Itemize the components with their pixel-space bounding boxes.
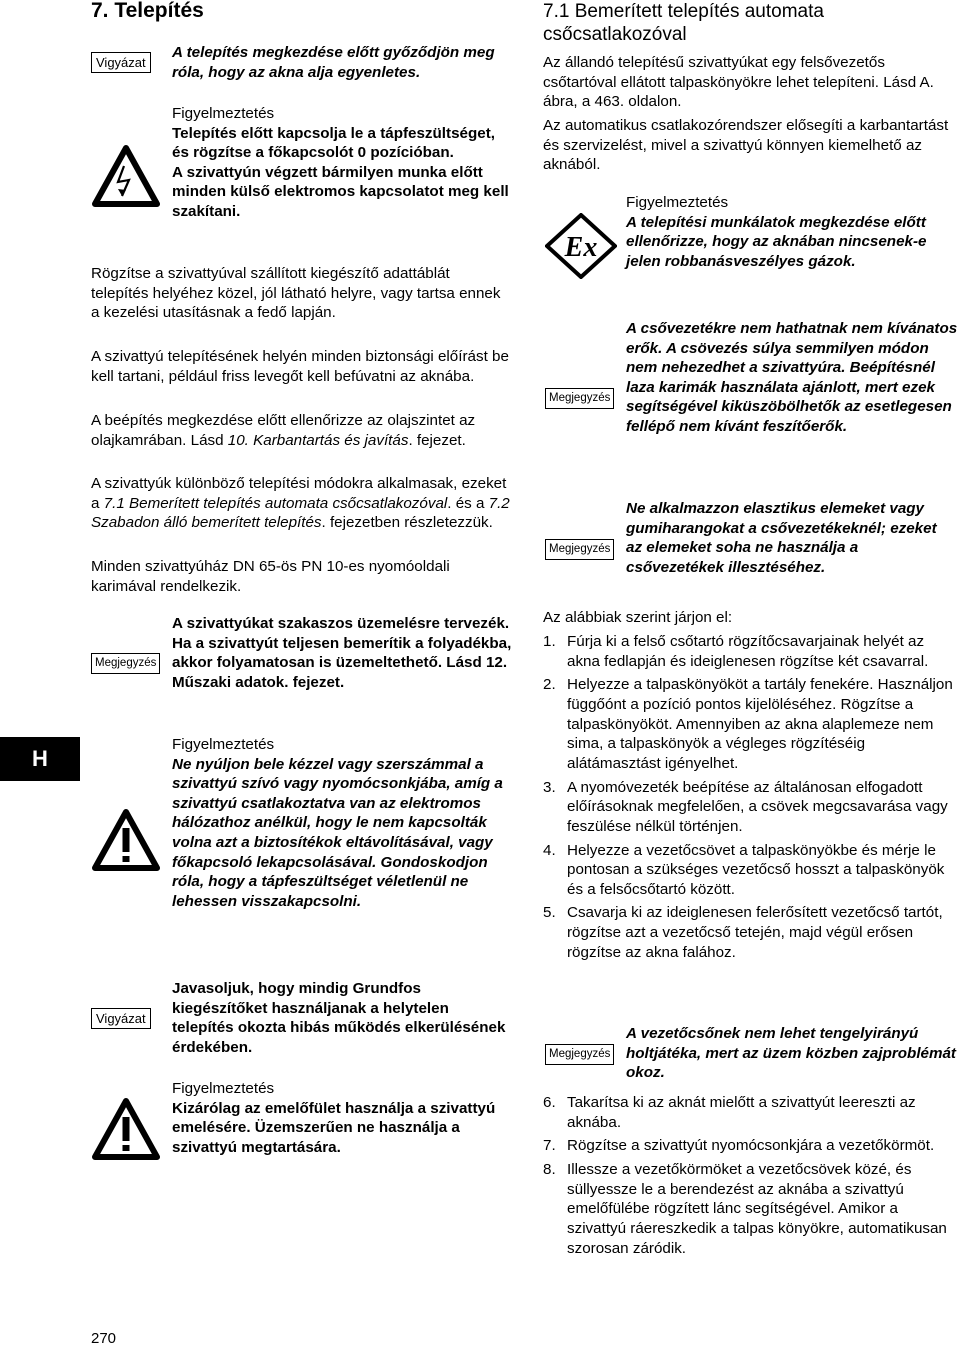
procedure-step (543, 1136, 959, 1156)
note-label: Megjegyzés (91, 653, 160, 674)
step-number: 5. (543, 904, 556, 922)
text: . és a (447, 494, 489, 512)
svg-text:Ex: Ex (564, 232, 598, 263)
procedure-step (543, 903, 959, 962)
section-title: 7. Telepítés (91, 0, 204, 22)
caution-text-1: A telepítés megkezdése előtt győződjön meg róla, hogy az akna alja egyenletes. (172, 44, 495, 81)
step-text: Helyezze a vezetőcsövet a talpaskönyökbe és mérje le pontosan a szükséges vezetőcső hosszt a talpaskönyök és a felsőcsőtartó között. (567, 841, 945, 898)
page-number: 270 (91, 1330, 117, 1347)
cross-reference-link[interactable]: 7.2 Szabadon álló bemerített telepítés (91, 494, 510, 532)
text: A beépítés megkezdése előtt ellenőrizze az olajszintet az olajkamrában. Lásd (91, 412, 476, 449)
cross-reference-link[interactable]: 10. Karbantartás és javítás (227, 431, 409, 449)
note-label: Megjegyzés (545, 1044, 614, 1065)
procedure-step (543, 1160, 959, 1258)
text: A szivattyúkat szakaszos üzemelésre tervezék. Ha a szivattyút teljesen bemerítik a folyadékba, akkor folyamatosan is üzemeltethető. Lásd (172, 615, 512, 672)
step-number: 8. (543, 1161, 556, 1179)
paragraph (91, 411, 511, 450)
warning-text: A szivattyún végzett bármilyen munka előtt minden külső elektromos kapcsolatot meg kell szakítani. (172, 163, 509, 220)
note-text-1 (172, 614, 512, 692)
paragraph: A szivattyú telepítésének helyén minden biztonsági előírást be kell tartani, például friss levegőt kell befúvatni az aknába. (91, 348, 509, 385)
step-text: Csavarja ki az ideiglenesen felerősített vezetőcső tartót, rögzítse azt a vezetőcső tetején, majd végül erősen rögzítse az akna falához. (567, 904, 943, 961)
note-text: A csővezetékre nem hathatnak nem kívánatos erők. A csövezés súlya semmilyen módon nem nehezedhet a szivattyúra. Beépítésnél laza karimák használata ajánlott, mert ezek segítségével kiküszöbölhetők az esetlegesen fellépő nem kívánt feszítőerők. (626, 320, 958, 435)
step-number: 7. (543, 1137, 556, 1155)
paragraph: Az állandó telepítésű szivattyúkat egy felsővezetős csőtartóval ellátott talpaskönyökre lehet telepíteni. Lásd A. ábra, a 463. oldalon. (543, 54, 934, 111)
ex-warning-box (626, 193, 956, 271)
text: . fejezet. (284, 673, 345, 691)
warning-title: Figyelmeztetés (172, 105, 275, 122)
warning-icon (91, 1097, 161, 1161)
text: . fejezet. (408, 431, 466, 449)
step-text: A nyomóvezeték beépítése az általánosan elfogadott előírásoknak megfelelően, a csövek megcsavarása vagy feszülése nélkül történjen. (567, 778, 948, 835)
procedure-steps (543, 632, 959, 966)
warning-text: Kizárólag az emelőfület használja a szivattyú emelésére. Üzemszerűen ne használja a szivattyú megtartására. (172, 1099, 496, 1156)
warning-title: Figyelmeztetés (172, 736, 275, 753)
cross-reference-link[interactable]: 12. Műszaki adatok (172, 654, 508, 691)
warning-box-2 (172, 735, 512, 911)
cross-reference-link[interactable]: 7.1 Bemerített telepítés automata csőcsatlakozóval (103, 494, 448, 512)
subsection-title: 7.1 Bemerített telepítés automata csőcsatlakozóval (543, 1, 824, 45)
text: A szivattyúk különböző telepítési módokra alkalmasak, ezeket a (91, 475, 507, 512)
note-label: Megjegyzés (545, 388, 614, 409)
paragraph (91, 474, 511, 533)
warning-title: Figyelmeztetés (626, 194, 729, 211)
procedure-step (543, 1093, 959, 1132)
warning-title: Figyelmeztetés (172, 1080, 275, 1097)
step-text: Helyezze a talpaskönyököt a tartály fenekére. Használjon függőónt a pozíció pontos kijelöléséhez. Rögzítse a talpaskönyököt. Amennyiben az akna alaplemeze nem sima, a talpaskönyök a végleges rögzítéséig alátámasztást igényelhet. (567, 676, 953, 772)
warning-icon (91, 808, 161, 872)
step-text: Takarítsa ki az aknát mielőtt a szivattyút leereszti az aknába. (567, 1094, 916, 1131)
warning-text: A telepítési munkálatok megkezdése előtt ellenőrizze, hogy az aknában nincsenek-e jelen robbanásveszélyes gázok. (626, 213, 927, 270)
warning-text: Ne nyúljon bele kézzel vagy szerszámmal a szivattyú szívó vagy nyomócsonkjába, amíg a szivattyú csatlakoztatva van az elektromos hálózathoz anélkül, hogy le nem kapcsolták volna azt a biztosítékok eltávolításával, vagy főkapcsoló lekapcsolásával. Gondoskodjon róla, hogy a tápfeszültséget véletlenül ne lehessen visszakapcsolni. (172, 755, 503, 910)
procedure-step (543, 778, 959, 837)
step-number: 6. (543, 1094, 556, 1111)
procedure-step (543, 841, 959, 900)
step-text: Rögzítse a szivattyút nyomócsonkjára a vezetőkörmöt. (567, 1137, 935, 1155)
note-label: Megjegyzés (545, 539, 614, 560)
caution-label: Vigyázat (91, 52, 151, 73)
warning-box-1 (172, 104, 512, 222)
procedure-step (543, 632, 959, 671)
side-tab: H (0, 737, 80, 781)
step-text: Fúrja ki a felső csőtartó rögzítőcsavarjainak helyét az akna fedlapján és ideiglenesen rögzítse két csavarral. (567, 633, 929, 670)
paragraph: Az automatikus csatlakozórendszer elősegíti a karbantartást és szervizelést, mivel a szivattyú könnyen kiemelhető az aknából. (543, 117, 949, 174)
procedure-step (543, 675, 959, 773)
paragraph: Minden szivattyúház DN 65-ös PN 10-es nyomóoldali karimával rendelkezik. (91, 558, 450, 595)
warning-text: Telepítés előtt kapcsolja le a tápfeszültséget, és rögzítse a főkapcsolót 0 pozícióban. (172, 124, 495, 162)
electric-hazard-icon (91, 144, 161, 208)
step-number: 1. (543, 633, 556, 650)
note-text: Ne alkalmazzon elasztikus elemeket vagy gumiharangokat a csővezetékeknél; ezeket az elemeket soha ne használja a csővezetékek illesztéséhez. (626, 500, 937, 576)
paragraph: Rögzítse a szivattyúval szállított kiegészítő adattáblát telepítés helyéhez közel, jól látható helyre, vagy tartsa ennek a kezelési utasításnak a fedő lapján. (91, 265, 501, 322)
step-number: 4. (543, 841, 556, 859)
note-text: A vezetőcsőnek nem lehet tengelyirányú holtjátéka, mert az üzem közben zajproblémát okoz. (626, 1025, 956, 1082)
text: . fejezetben részletezzük. (321, 514, 493, 532)
caution-label: Vigyázat (91, 1008, 151, 1029)
explosion-hazard-icon (545, 213, 617, 279)
step-number: 3. (543, 778, 556, 796)
warning-box-3 (172, 1079, 512, 1157)
procedure-intro: Az alábbiak szerint járjon el: (543, 609, 733, 626)
step-number: 2. (543, 676, 556, 694)
caution-text-2: Javasoljuk, hogy mindig Grundfos kiegészítőket használjanak a helytelen telepítés okozta hibás működés elkerülésének érdekében. (172, 980, 506, 1056)
procedure-steps (543, 1093, 959, 1262)
step-text: Illessze a vezetőkörmöket a vezetőcsövek közé, és süllyessze le a berendezést az aknába a szivattyú emelőfülébe rögzített lánc segítségével. Amikor a szivattyú ráereszkedik a talpas könyökre, automatikusan szorosan záródik. (567, 1161, 947, 1257)
